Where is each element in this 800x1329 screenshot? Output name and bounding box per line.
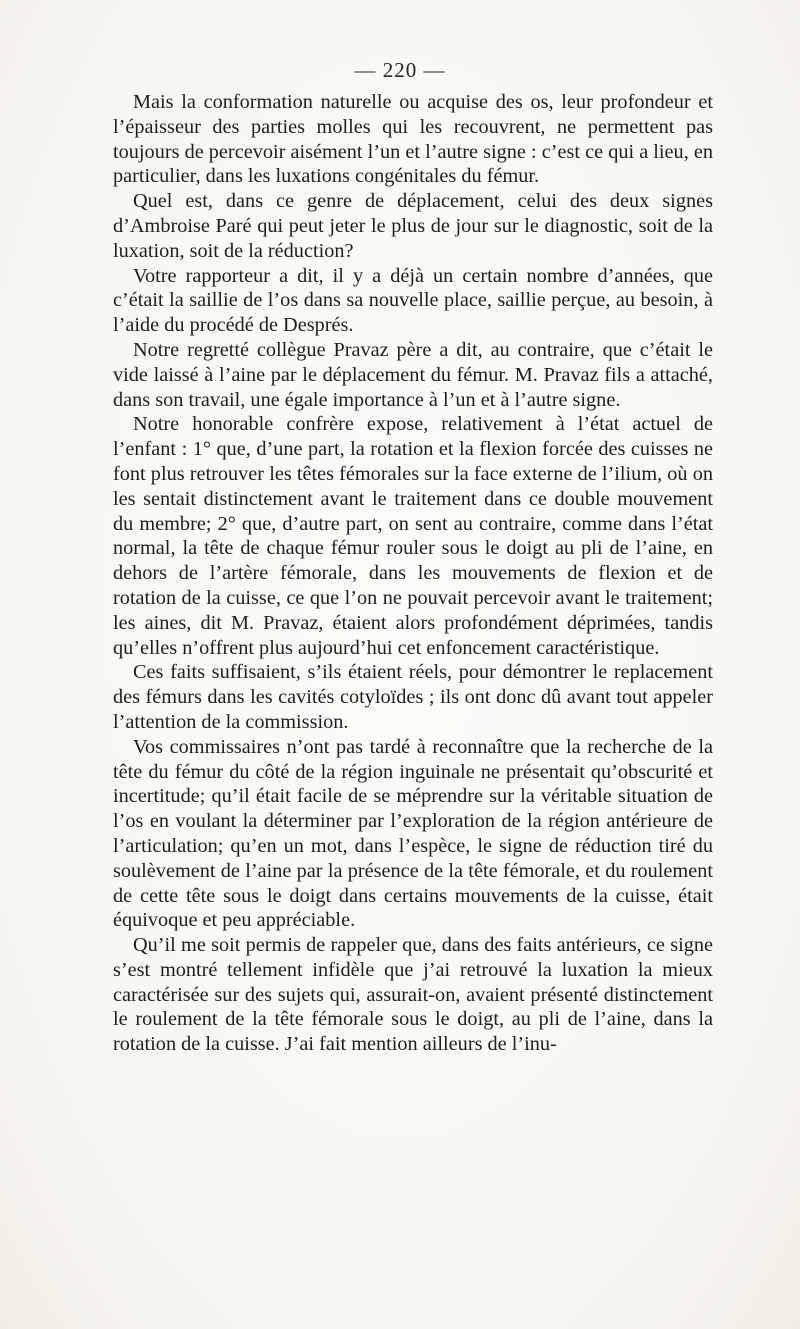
paragraph-7: Vos commissaires n’ont pas tardé à reconnaître que la recherche de la tête du fémur du côté de la région inguinale ne présentait qu’obscurité et incertitude; qu’il était facile de se méprendre sur la véritable situation de l’os en voulant la déterminer par l’exploration de la région antérieure de l’articulation; qu’en un mot, dans l’espèce, le signe de réduction tiré du soulèvement de l’aine par la présence de la tête fémorale, et du roulement de cette tête sous le doigt dans certains mouvements de la cuisse, était équivoque et peu appréciable. <box>113 735 713 932</box>
paragraph-5: Notre honorable confrère expose, relativement à l’état actuel de l’enfant : 1° que, d’une part, la rotation et la flexion forcée des cuisses ne font plus retrouver les têtes fémorales sur la face externe de l’ilium, où on les sentait distinctement avant le traitement dans ce double mouvement du membre; 2° que, d’autre part, on sent au contraire, comme dans l’état normal, la tête de chaque fémur rouler sous le doigt au pli de l’aine, en dehors de l’artère fémorale, dans les mouvements de flexion et de rotation de la cuisse, ce que l’on ne pouvait percevoir avant le traitement; les aines, dit M. Pravaz, étaient alors profondément déprimées, tandis qu’elles n’offrent plus aujourd’hui cet enfoncement caractéristique. <box>113 413 713 659</box>
body-text <box>113 90 713 1057</box>
paragraph-1: Mais la conformation naturelle ou acquise des os, leur profondeur et l’épaisseur des parties molles qui les recouvrent, ne permettent pas toujours de percevoir aisément l’un et l’autre signe : c’est ce qui a lieu, en particulier, dans les luxations congénitales du fémur. <box>113 91 713 188</box>
paragraph-8: Qu’il me soit permis de rappeler que, dans des faits antérieurs, ce signe s’est montré tellement infidèle que j’ai retrouvé la luxation la mieux caractérisée sur des sujets qui, assurait-on, avaient présenté distinctement le roulement de la tête fémorale sous le doigt, au pli de l’aine, dans la rotation de la cuisse. J’ai fait mention ailleurs de l’inu- <box>113 934 713 1056</box>
paragraph-4: Notre regretté collègue Pravaz père a dit, au contraire, que c’était le vide laissé à l’aine par le déplacement du fémur. M. Pravaz fils a attaché, dans son travail, une égale importance à l’un et à l’autre signe. <box>113 338 713 411</box>
paragraph-2: Quel est, dans ce genre de déplacement, celui des deux signes d’Ambroise Paré qui peut jeter le plus de jour sur le diagnostic, soit de la luxation, soit de la réduction? <box>113 190 713 262</box>
paragraph-3: Votre rapporteur a dit, il y a déjà un certain nombre d’années, que c’était la saillie de l’os dans sa nouvelle place, saillie perçue, au besoin, à l’aide du procédé de Després. <box>113 264 713 337</box>
paragraph-6: Ces faits suffisaient, s’ils étaient réels, pour démontrer le replacement des fémurs dans les cavités cotyloïdes ; ils ont donc dû avant tout appeler l’attention de la commission. <box>113 661 713 733</box>
page-number: — 220 — <box>354 58 446 82</box>
